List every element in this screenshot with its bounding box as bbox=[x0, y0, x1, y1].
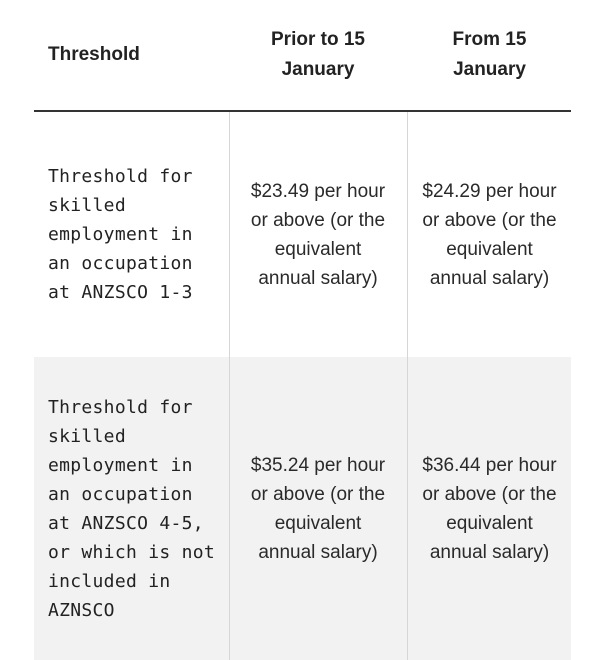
header-prior-text: Prior to 15 January bbox=[271, 29, 365, 80]
row-label: Threshold for skilled employment in an occupation at ANZSCO 4-5, or which is not included in AZNSCO bbox=[48, 396, 216, 621]
column-divider bbox=[229, 112, 230, 660]
column-divider bbox=[407, 112, 408, 660]
from-value-cell bbox=[408, 112, 571, 357]
table-row bbox=[34, 357, 571, 660]
from-value-cell bbox=[408, 357, 571, 660]
row-label-cell bbox=[48, 357, 218, 660]
row-label-cell bbox=[48, 112, 218, 357]
table-row bbox=[34, 112, 571, 357]
prior-value: $23.49 per hour or above (or the equivalent annual salary) bbox=[250, 180, 386, 289]
table-header bbox=[34, 0, 571, 112]
header-prior bbox=[230, 0, 406, 110]
header-from-text: From 15 January bbox=[452, 29, 527, 80]
threshold-table bbox=[34, 0, 571, 660]
prior-value-cell bbox=[230, 112, 406, 357]
row-label: Threshold for skilled employment in an occupation at ANZSCO 1-3 bbox=[48, 166, 193, 303]
prior-value: $35.24 per hour or above (or the equivalent annual salary) bbox=[250, 454, 386, 563]
prior-value-cell bbox=[230, 357, 406, 660]
from-value: $36.44 per hour or above (or the equivalent annual salary) bbox=[422, 454, 557, 563]
header-threshold-text: Threshold bbox=[48, 44, 140, 65]
from-value: $24.29 per hour or above (or the equivalent annual salary) bbox=[422, 180, 557, 289]
header-from bbox=[408, 0, 571, 110]
header-threshold bbox=[48, 0, 228, 110]
